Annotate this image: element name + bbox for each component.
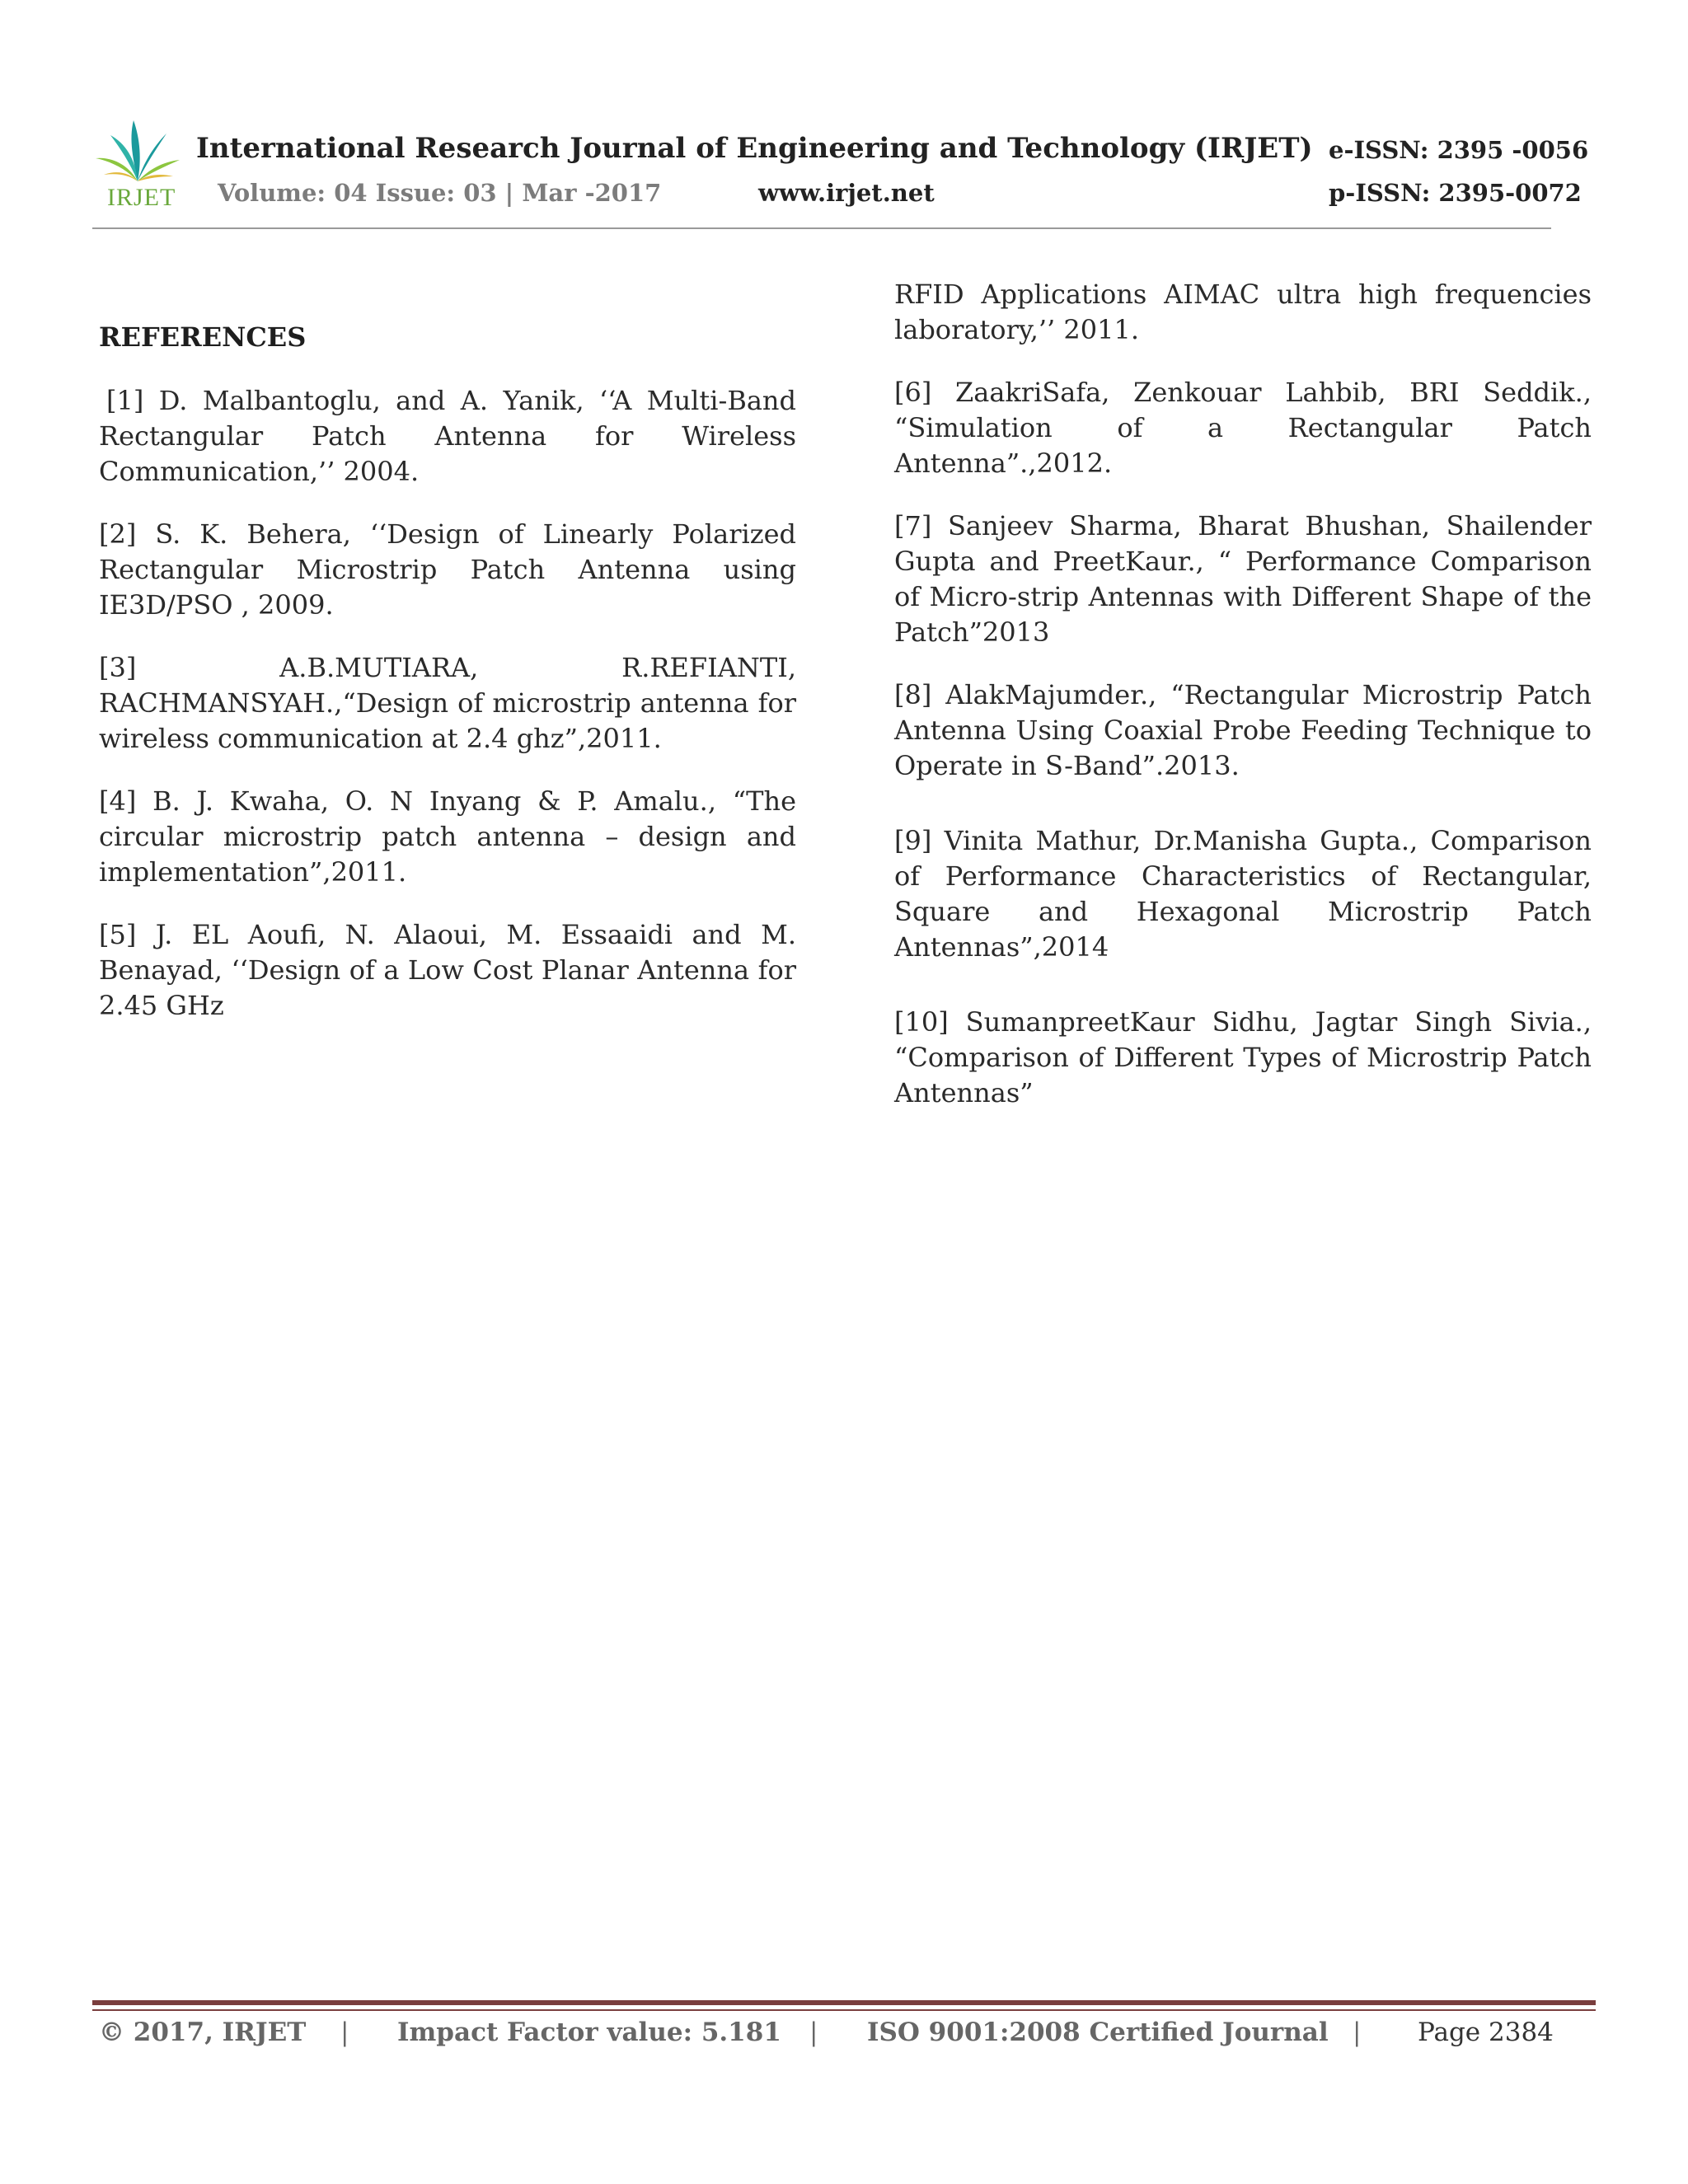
- references-heading: REFERENCES: [99, 321, 307, 353]
- reference-item: [1] D. Malbantoglu, and A. Yanik, ‘‘A Multi-Band Rectangular Patch Antenna for Wireless Communication,’’ 2004.: [99, 385, 796, 487]
- reference-item: [9] Vinita Mathur, Dr.Manisha Gupta., Comparison of Performance Characteristics of Rectangular, Square and Hexagonal Microstrip Patch Antennas”,2014: [894, 825, 1592, 963]
- reference-item: [4] B. J. Kwaha, O. N Inyang & P. Amalu., “The circular microstrip patch antenna – design and implementation”,2011.: [99, 785, 796, 888]
- journal-title: International Research Journal of Engineering and Technology (IRJET): [196, 132, 1313, 165]
- reference-item: [2] S. K. Behera, ‘‘Design of Linearly Polarized Rectangular Microstrip Patch Antenna using IE3D/PSO , 2009.: [99, 518, 796, 621]
- page-number: Page 2384: [1418, 2018, 1554, 2047]
- header-divider: [92, 227, 1551, 229]
- footer-divider-thick: [92, 2000, 1596, 2005]
- leaf-logo-icon: [92, 115, 183, 190]
- page-header: [92, 115, 1589, 231]
- e-issn: e-ISSN: 2395 -0056: [1329, 136, 1589, 164]
- reference-item: [6] ZaakriSafa, Zenkouar Lahbib, BRI Seddik., “Simulation of a Rectangular Patch Antenna”.,2012.: [894, 377, 1592, 479]
- reference-item: [8] AlakMajumder., “Rectangular Microstrip Patch Antenna Using Coaxial Probe Feeding Technique to Operate in S-Band”.2013.: [894, 679, 1592, 781]
- right-column: [894, 277, 1592, 1138]
- reference-item: [3] A.B.MUTIARA, R.REFIANTI, RACHMANSYAH.,“Design of microstrip antenna for wireless communication at 2.4 ghz”,2011.: [99, 652, 796, 754]
- reference-item: [10] SumanpreetKaur Sidhu, Jagtar Singh Sivia., “Comparison of Different Types of Microstrip Patch Antennas”: [894, 1006, 1592, 1108]
- volume-issue: Volume: 04 Issue: 03 | Mar -2017: [218, 179, 662, 207]
- footer-separator: |: [809, 2018, 818, 2047]
- irjet-logo: [92, 115, 183, 214]
- reference-item: [7] Sanjeev Sharma, Bharat Bhushan, Shailender Gupta and PreetKaur., “ Performance Comparison of Micro-strip Antennas with Different Shape of the Patch”2013: [894, 510, 1592, 648]
- left-column: [99, 280, 796, 1051]
- logo-text: IRJET: [107, 184, 176, 211]
- footer-separator: |: [1353, 2018, 1362, 2047]
- footer-separator: |: [340, 2018, 349, 2047]
- footer-impact-factor: Impact Factor value: 5.181: [397, 2018, 781, 2047]
- page-footer: [99, 2018, 1591, 2059]
- footer-iso: ISO 9001:2008 Certified Journal: [867, 2018, 1329, 2047]
- reference-continuation: RFID Applications AIMAC ultra high frequencies laboratory,’’ 2011.: [894, 279, 1592, 345]
- p-issn: p-ISSN: 2395-0072: [1329, 179, 1582, 207]
- reference-item: [5] J. EL Aoufi, N. Alaoui, M. Essaaidi and M. Benayad, ‘‘Design of a Low Cost Planar Antenna for 2.45 GHz: [99, 919, 796, 1021]
- footer-divider-thin: [92, 2009, 1596, 2011]
- footer-copyright: © 2017, IRJET: [99, 2018, 307, 2047]
- journal-website: www.irjet.net: [758, 179, 935, 207]
